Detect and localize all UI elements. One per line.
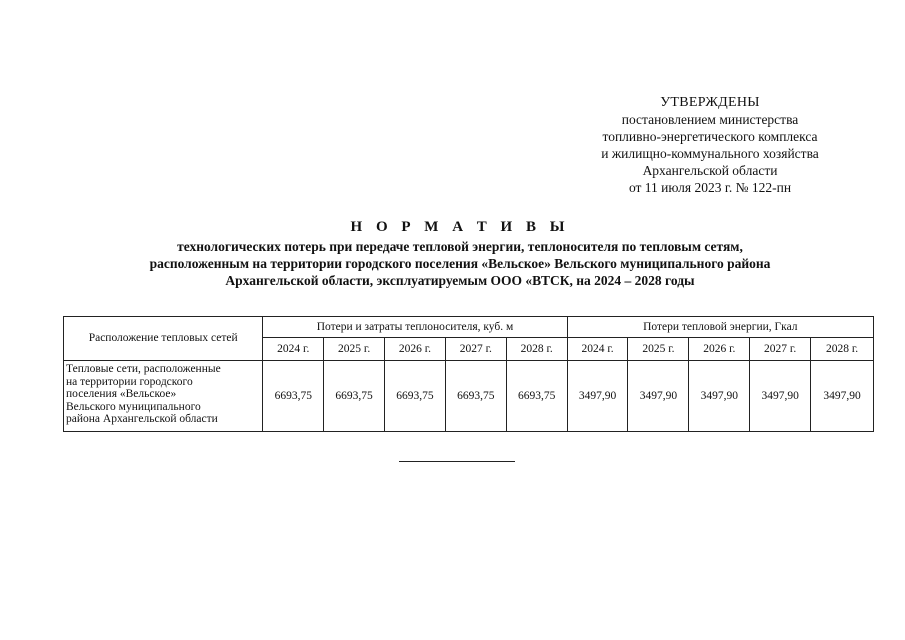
coolant-value-cell: 6693,75	[324, 361, 385, 432]
location-line: Тепловые сети, расположенные	[66, 363, 221, 375]
table-row	[64, 361, 874, 432]
location-cell	[64, 361, 263, 432]
heat-value-cell: 3497,90	[628, 361, 689, 432]
heat-value-cell: 3497,90	[567, 361, 628, 432]
heading-line: технологических потерь при передаче тепловой энергии, теплоносителя по тепловым сетям,	[177, 239, 743, 254]
approval-line: от 11 июля 2023 г. № 122-пн	[628, 180, 792, 195]
year-header: 2026 г.	[385, 338, 446, 361]
approval-stamp	[560, 94, 860, 196]
coolant-value-cell: 6693,75	[445, 361, 506, 432]
heading-line: расположенным на территории городского поселения «Вельское» Вельского муниципального района	[149, 256, 771, 271]
coolant-value-cell: 6693,75	[263, 361, 324, 432]
header-row-groups	[64, 317, 874, 338]
approval-line: постановлением министерства	[621, 112, 799, 127]
year-header: 2024 г.	[263, 338, 324, 361]
year-header: 2025 г.	[324, 338, 385, 361]
year-header: 2027 г.	[445, 338, 506, 361]
location-line: на территории городского	[66, 375, 193, 388]
location-column-header: Расположение тепловых сетей	[64, 317, 263, 361]
closing-divider	[399, 461, 515, 462]
approval-line: Архангельской области	[642, 163, 778, 178]
heat-value-cell: 3497,90	[750, 361, 811, 432]
year-header: 2028 г.	[811, 338, 874, 361]
location-line: района Архангельской области	[66, 413, 218, 425]
year-header: 2024 г.	[567, 338, 628, 361]
document-heading	[60, 219, 860, 289]
year-header: 2025 г.	[628, 338, 689, 361]
year-header: 2026 г.	[689, 338, 750, 361]
location-line: поселения «Вельское»	[66, 388, 177, 400]
coolant-value-cell: 6693,75	[385, 361, 446, 432]
document-type: Н О Р М А Т И В Ы	[350, 219, 570, 235]
year-header: 2027 г.	[750, 338, 811, 361]
approval-title: УТВЕРЖДЕНЫ	[660, 95, 760, 110]
heat-losses-header: Потери тепловой энергии, Гкал	[567, 317, 873, 338]
norms-table	[63, 316, 874, 432]
heading-line: Архангельской области, эксплуатируемым ООО «ВТСК, на 2024 – 2028 годы	[225, 273, 695, 288]
approval-line: и жилищно-коммунального хозяйства	[601, 146, 819, 161]
heat-value-cell: 3497,90	[689, 361, 750, 432]
coolant-value-cell: 6693,75	[506, 361, 567, 432]
heat-value-cell: 3497,90	[811, 361, 874, 432]
coolant-losses-header: Потери и затраты теплоносителя, куб. м	[263, 317, 567, 338]
approval-line: топливно-энергетического комплекса	[602, 129, 818, 144]
year-header: 2028 г.	[506, 338, 567, 361]
location-line: Вельского муниципального	[66, 400, 201, 413]
